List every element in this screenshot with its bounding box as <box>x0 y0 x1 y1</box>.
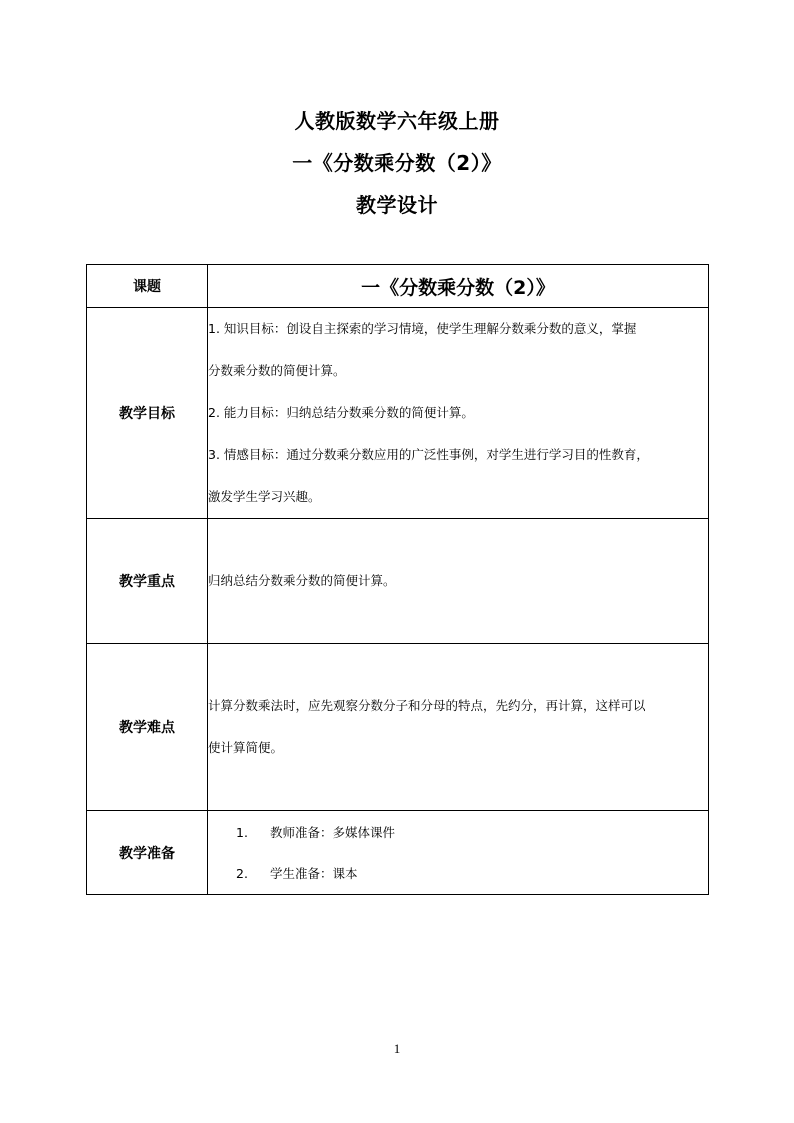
objective-line: 2. 能力目标：归纳总结分数乘分数的简便计算。 <box>208 405 474 420</box>
objective-line: 1. 知识目标：创设自主探索的学习情境，使学生理解分数乘分数的意义，掌握 <box>208 321 637 336</box>
title-design: 教学设计 <box>356 193 438 217</box>
preparation-list <box>208 812 708 894</box>
title-lesson: 一《分数乘分数（2）》 <box>292 151 502 175</box>
row-preparation <box>87 811 709 895</box>
value-difficulties <box>208 644 709 811</box>
value-preparation <box>208 811 709 895</box>
list-item <box>208 853 708 894</box>
row-objectives <box>87 308 709 519</box>
label-difficulties: 教学难点 <box>87 644 208 811</box>
objective-line: 分数乘分数的简便计算。 <box>208 363 346 378</box>
objective-line: 3. 情感目标：通过分数乘分数应用的广泛性事例，对学生进行学习目的性教育， <box>208 447 649 462</box>
label-objectives: 教学目标 <box>87 308 208 519</box>
list-item <box>208 812 708 853</box>
list-item-number: 2. <box>236 865 248 881</box>
label-preparation: 教学准备 <box>87 811 208 895</box>
label-topic: 课题 <box>87 265 208 308</box>
list-item-text: 教师准备：多媒体课件 <box>270 824 396 840</box>
page-number: 1 <box>393 1041 401 1056</box>
value-objectives <box>208 308 709 519</box>
row-difficulties <box>87 644 709 811</box>
row-topic <box>87 265 709 308</box>
lesson-plan-table <box>86 264 709 895</box>
document-title <box>0 100 794 226</box>
key-point-text: 归纳总结分数乘分数的简便计算。 <box>208 573 396 588</box>
title-textbook: 人教版数学六年级上册 <box>294 109 500 133</box>
row-key-points <box>87 519 709 644</box>
value-key-points <box>208 519 709 644</box>
objective-line: 激发学生学习兴趣。 <box>208 489 321 504</box>
difficulty-line: 计算分数乘法时，应先观察分数分子和分母的特点，先约分，再计算，这样可以 <box>208 698 646 713</box>
list-item-text: 学生准备：课本 <box>270 865 358 881</box>
value-topic: 一《分数乘分数（2）》 <box>208 265 709 308</box>
list-item-number: 1. <box>236 824 248 840</box>
label-key-points: 教学重点 <box>87 519 208 644</box>
difficulty-line: 使计算简便。 <box>208 740 284 755</box>
